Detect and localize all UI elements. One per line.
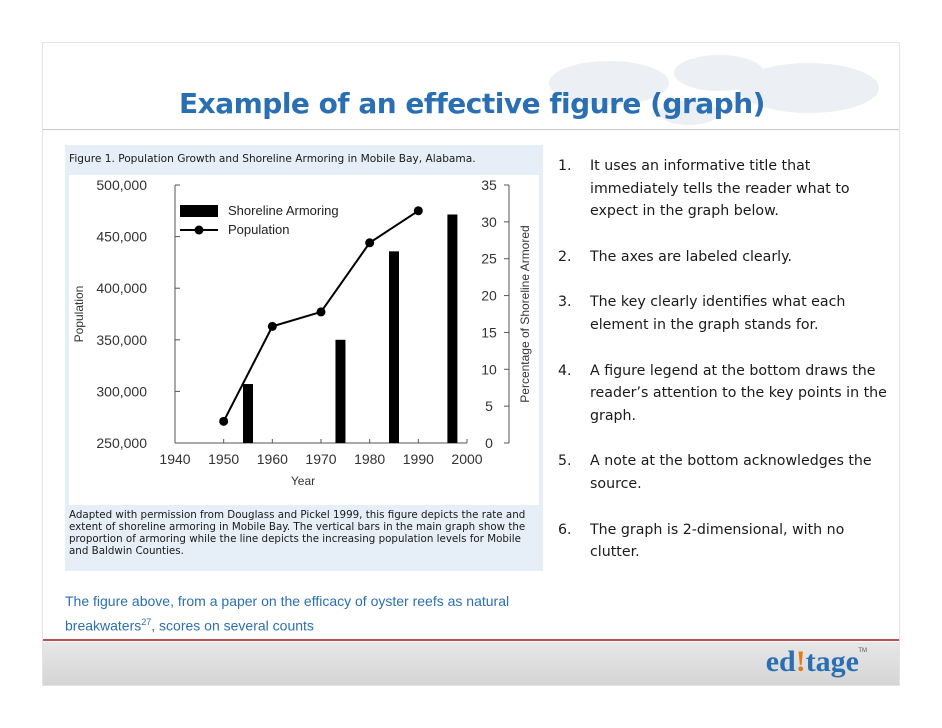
key-point-text: A figure legend at the bottom draws the reader’s attention to the key points in the graph. — [590, 362, 887, 424]
figure-legend-note: Adapted with permission from Douglass and Pickel 1999, this figure depicts the rate and extent of shoreline armoring in Mobile Bay. The vertical bars in the main graph show the proportion of armoring while the line depicts the increasing population levels for Mobile and Baldwin Counties. — [69, 509, 526, 557]
slide — [42, 42, 900, 686]
key-point — [558, 291, 888, 336]
key-point-text: The key clearly identifies what each element in the graph stands for. — [590, 294, 846, 333]
y-right-tick-label: 30 — [481, 213, 497, 230]
logo-text-prefix: ed — [765, 645, 796, 678]
title-divider — [43, 129, 900, 130]
footer-divider — [43, 639, 900, 641]
legend-bar-swatch — [180, 205, 218, 217]
citation-superscript: 27 — [141, 617, 152, 627]
key-point-text: It uses an informative title that immediately tells the reader what to expect in the graph below. — [590, 158, 850, 220]
x-tick-label: 1940 — [159, 451, 191, 467]
x-tick-label: 1960 — [256, 451, 288, 467]
key-point-number: 4. — [558, 362, 572, 379]
population-point — [268, 322, 277, 331]
key-point — [558, 519, 888, 564]
key-point-number: 3. — [558, 294, 572, 311]
x-tick-label: 1980 — [354, 451, 386, 467]
legend-label-armoring: Shoreline Armoring — [228, 203, 339, 218]
population-point — [365, 238, 374, 247]
population-armoring-chart — [69, 175, 539, 505]
y-left-tick-label: 300,000 — [96, 383, 147, 400]
key-point-number: 6. — [558, 521, 572, 538]
y-left-axis-label: Population — [72, 285, 86, 343]
y-left-tick-label: 500,000 — [96, 177, 147, 193]
key-point — [558, 450, 888, 495]
armoring-bar — [389, 251, 399, 443]
y-left-tick-label: 400,000 — [96, 280, 147, 297]
editage-logo — [766, 645, 859, 679]
key-point-text: The axes are labeled clearly. — [590, 248, 793, 265]
y-right-tick-label: 35 — [481, 177, 497, 193]
armoring-bar — [243, 384, 253, 443]
x-tick-label: 1990 — [402, 451, 434, 467]
y-right-tick-label: 20 — [481, 287, 497, 304]
bottom-note-text-end: , scores on several counts — [151, 617, 314, 634]
key-points-list — [558, 155, 888, 587]
x-tick-label: 1950 — [208, 451, 240, 467]
x-tick-label: 2000 — [451, 451, 483, 467]
y-right-tick-label: 25 — [481, 250, 497, 267]
figure-caption — [69, 153, 476, 165]
footer-bar — [43, 642, 900, 686]
key-point — [558, 246, 888, 269]
bottom-note-text: The figure above, from a paper on the efficacy of oyster reefs as natural breakwaters — [65, 593, 510, 634]
y-right-tick-label: 5 — [485, 398, 493, 415]
population-point — [317, 307, 326, 316]
key-point-number: 5. — [558, 453, 572, 470]
population-point — [414, 206, 423, 215]
key-point-text: The graph is 2-dimensional, with no clutter. — [590, 521, 845, 561]
key-point — [558, 155, 888, 223]
key-point-number: 1. — [558, 158, 572, 174]
logo-bang: ! — [795, 645, 806, 678]
key-point-text: A note at the bottom acknowledges the source. — [590, 453, 872, 492]
population-point — [219, 417, 228, 426]
y-left-tick-label: 450,000 — [96, 228, 147, 245]
y-right-axis-label: Percentage of Shoreline Armored — [518, 225, 532, 403]
slide-title: Example of an effective figure (graph) — [179, 87, 765, 120]
y-left-tick-label: 350,000 — [96, 331, 147, 348]
x-axis-label: Year — [290, 474, 316, 488]
key-point — [558, 360, 888, 428]
legend-label-population: Population — [228, 222, 290, 237]
figure-caption-label: Figure 1. — [69, 153, 115, 165]
y-right-tick-label: 10 — [481, 361, 497, 378]
legend-point-swatch — [195, 226, 204, 235]
bottom-note — [65, 591, 565, 637]
trademark-mark: TM — [858, 648, 867, 654]
y-left-tick-label: 250,000 — [96, 435, 147, 451]
logo-text-suffix: tage — [805, 645, 859, 678]
chart-area — [69, 175, 539, 505]
x-tick-label: 1970 — [305, 451, 337, 467]
y-right-tick-label: 15 — [481, 324, 497, 341]
y-right-tick-label: 0 — [485, 435, 493, 451]
armoring-bar — [335, 340, 345, 443]
armoring-bar — [447, 214, 457, 443]
key-point-number: 2. — [558, 248, 572, 265]
figure-caption-text: Population Growth and Shoreline Armoring in Mobile Bay, Alabama. — [114, 153, 476, 165]
